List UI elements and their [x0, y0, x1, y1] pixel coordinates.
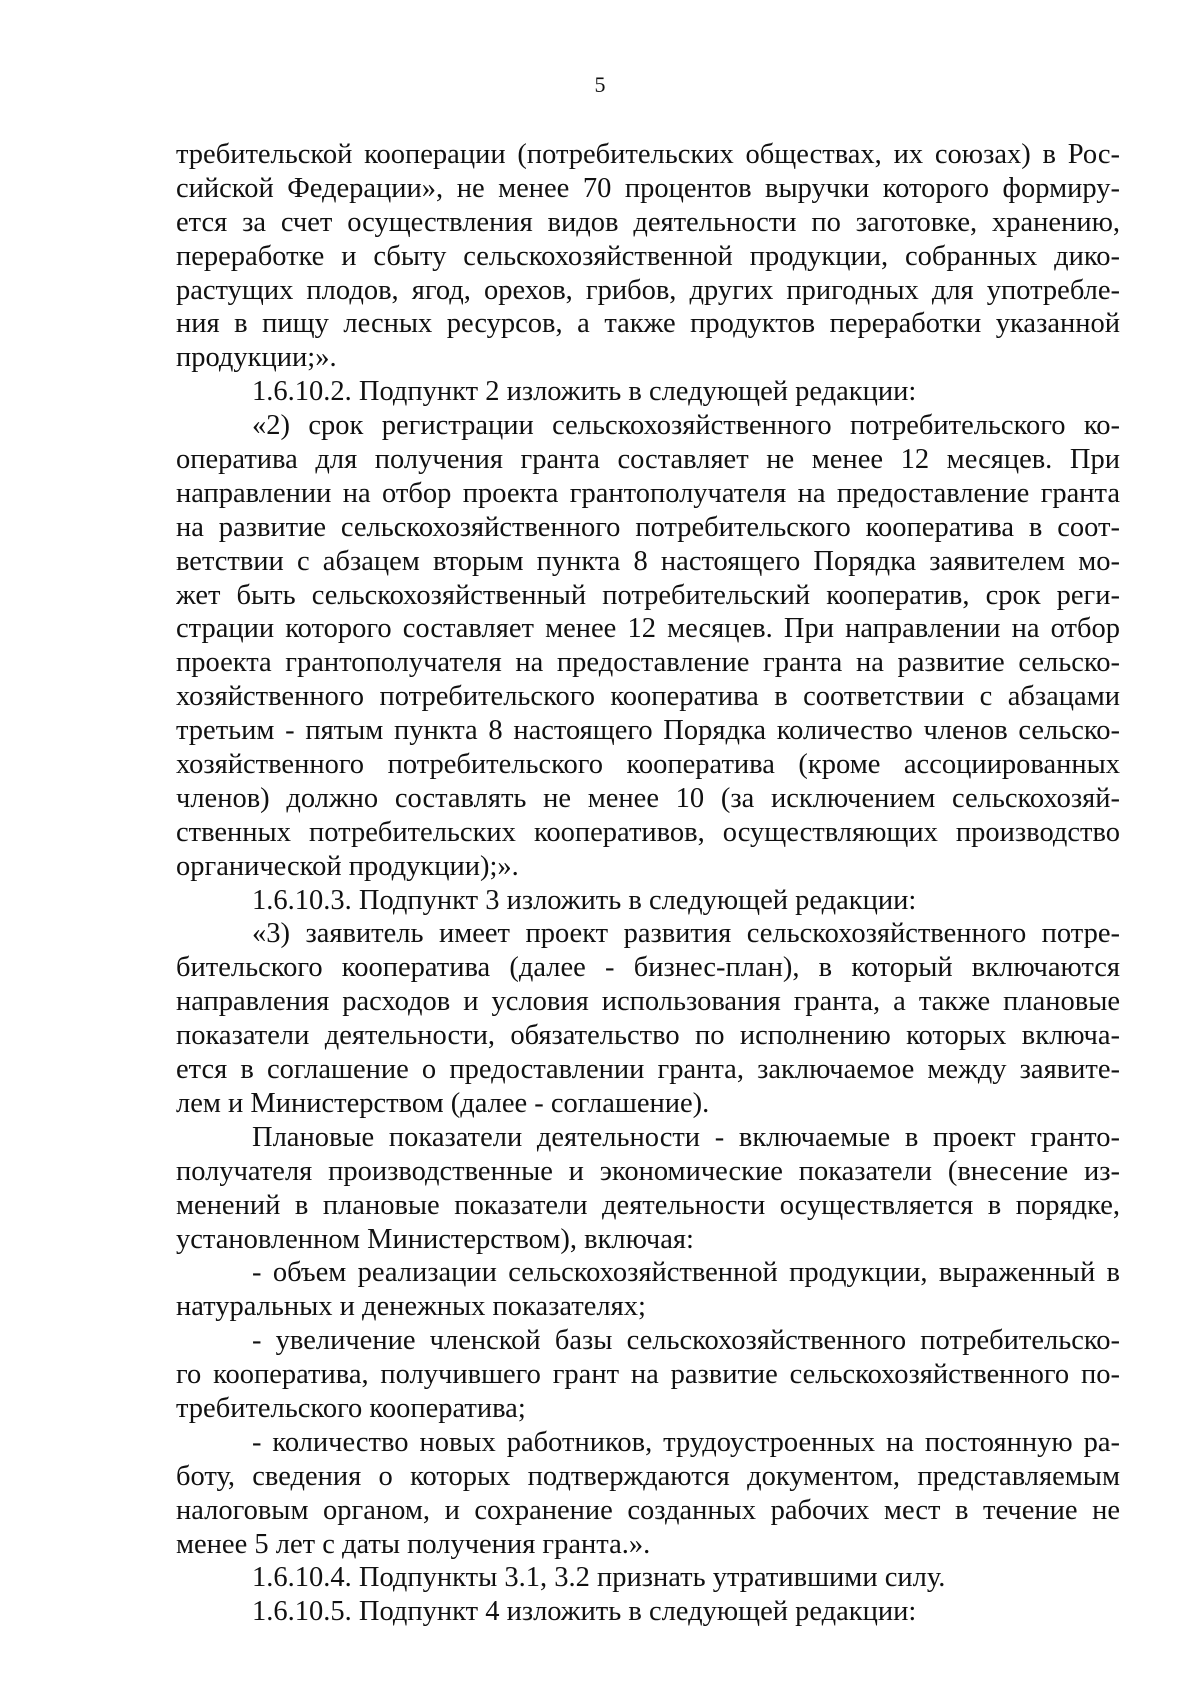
text-line: растущих плодов, ягод, орехов, грибов, других пригодных для употребле- — [176, 274, 1120, 306]
text-line: получателя производственные и экономические показатели (внесение из- — [176, 1155, 1120, 1187]
text-line: органической продукции);». — [176, 850, 519, 882]
text-line: Плановые показатели деятельности - включаемые в проект гранто- — [252, 1121, 1120, 1153]
text-line: лем и Министерством (далее - соглашение). — [176, 1087, 710, 1119]
text-line: оператива для получения гранта составляет не менее 12 месяцев. При — [176, 444, 1120, 476]
text-line: ется в соглашение о предоставлении гранта, заключаемое между заявите- — [176, 1054, 1120, 1086]
text-line: ственных потребительских кооперативов, осуществляющих производство — [176, 816, 1120, 848]
text-line: «3) заявитель имеет проект развития сельскохозяйственного потре- — [252, 918, 1120, 950]
text-line: на развитие сельскохозяйственного потребительского кооператива в соот- — [176, 511, 1120, 543]
text-line: жет быть сельскохозяйственный потребительский кооператив, срок реги- — [176, 579, 1120, 611]
text-line: натуральных и денежных показателях; — [176, 1291, 646, 1323]
text-line: переработке и сбыту сельскохозяйственной продукции, собранных дико- — [176, 240, 1120, 272]
text-line: бительского кооператива (далее - бизнес-план), в который включаются — [176, 952, 1120, 984]
text-line: 1.6.10.5. Подпункт 4 изложить в следующей редакции: — [252, 1596, 917, 1628]
text-line: установленном Министерством), включая: — [176, 1223, 694, 1255]
text-line: - объем реализации сельскохозяйственной продукции, выраженный в — [252, 1257, 1120, 1289]
text-line: проекта грантополучателя на предоставление гранта на развитие сельско- — [176, 647, 1120, 679]
text-line: ния в пищу лесных ресурсов, а также продуктов переработки указанной — [176, 308, 1120, 340]
text-line: - количество новых работников, трудоустроенных на постоянную ра- — [252, 1426, 1120, 1458]
text-line: направлении на отбор проекта грантополучателя на предоставление гранта — [176, 477, 1120, 509]
text-line: налоговым органом, и сохранение созданных рабочих мест в течение не — [176, 1494, 1120, 1526]
text-line: сийской Федерации», не менее 70 процентов выручки которого формиру- — [176, 172, 1120, 204]
text-line: го кооператива, получившего грант на развитие сельскохозяйственного по- — [176, 1359, 1120, 1391]
text-line: направления расходов и условия использования гранта, а также плановые — [176, 986, 1120, 1018]
text-line: менений в плановые показатели деятельности осуществляется в порядке, — [176, 1189, 1120, 1221]
text-line: ветствии с абзацем вторым пункта 8 настоящего Порядка заявителем мо- — [176, 545, 1120, 577]
text-line: членов) должно составлять не менее 10 (за исключением сельскохозяй- — [176, 782, 1120, 814]
text-line: 1.6.10.3. Подпункт 3 изложить в следующей редакции: — [252, 884, 917, 916]
text-line: хозяйственного потребительского кооператива (кроме ассоциированных — [176, 749, 1120, 781]
text-line: - увеличение членской базы сельскохозяйственного потребительско- — [252, 1325, 1120, 1357]
text-line: 1.6.10.4. Подпункты 3.1, 3.2 признать утратившими силу. — [252, 1562, 946, 1594]
text-line: страции которого составляет менее 12 месяцев. При направлении на отбор — [176, 613, 1120, 645]
text-line: требительского кооператива; — [176, 1392, 526, 1424]
text-line: менее 5 лет с даты получения гранта.». — [176, 1528, 651, 1560]
text-line: третьим - пятым пункта 8 настоящего Порядка количество членов сельско- — [176, 715, 1120, 747]
text-line: требительской кооперации (потребительских обществах, их союзах) в Рос- — [176, 139, 1120, 170]
document-body — [176, 138, 1120, 1629]
text-line: «2) срок регистрации сельскохозяйственного потребительского ко- — [252, 410, 1120, 442]
text-line: показатели деятельности, обязательство по исполнению которых включа- — [176, 1020, 1120, 1052]
text-line: ется за счет осуществления видов деятельности по заготовке, хранению, — [176, 206, 1120, 238]
text-line: 1.6.10.2. Подпункт 2 изложить в следующей редакции: — [252, 376, 917, 408]
text-line: хозяйственного потребительского кооператива в соответствии с абзацами — [176, 681, 1120, 713]
text-line: боту, сведения о которых подтверждаются документом, представляемым — [176, 1460, 1120, 1492]
page-number: 5 — [594, 72, 606, 97]
text-line: продукции;». — [176, 342, 337, 374]
